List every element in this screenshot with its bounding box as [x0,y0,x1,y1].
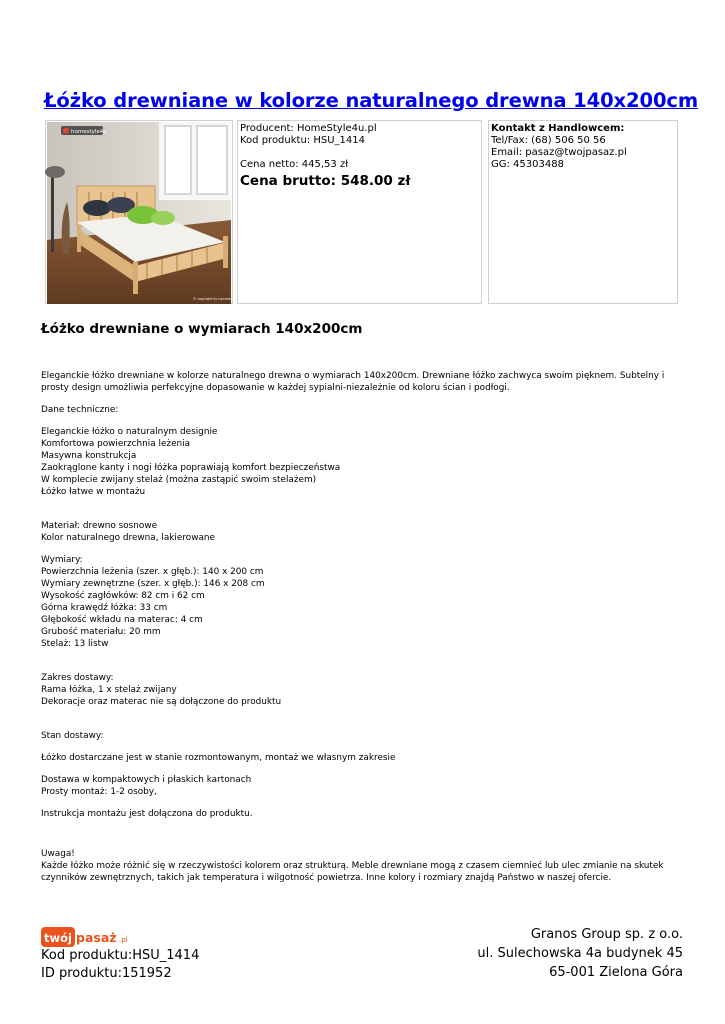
color: Kolor naturalnego drewna, lakierowane [41,533,216,543]
dimension-item: Powierzchnia leżenia (szer. x głęb.): 140 x 200 cm [41,567,264,577]
feature-item: Masywna konstrukcja [41,451,137,461]
dimension-item: Wymiary zewnętrzne (szer. x głęb.): 146 x 208 cm [41,579,265,589]
contact-email: Email: pasaz@twojpasaz.pl [491,147,627,158]
warning-text: Każde łóżko może różnić się w rzeczywistości kolorem oraz strukturą. Meble drewniane mogą z czasem ciemnieć lub ulec zmianie na skutek czynników zewnętrznych, takich jak temperatura i wilgotność powietrza. Inne kolory i rozmiary znajdą Państwo w naszej ofercie. [41,861,664,883]
delivery-item: Rama łóżka, 1 x stelaż zwijany [41,685,177,695]
feature-item: Łóżko łatwe w montażu [41,487,146,497]
feature-item: Komfortowa powierzchnia leżenia [41,439,191,449]
delivery-header: Zakres dostawy: [41,673,114,683]
product-description [41,370,686,884]
contact-box [488,120,678,304]
producer: Producent: HomeStyle4u.pl [240,123,377,134]
company-address: ul. Sulechowska 4a budynek 45 [477,946,683,961]
section-heading: Łóżko drewniane o wymiarach 140x200cm [41,321,363,337]
photo-watermark: homestyle4u [71,129,107,135]
dimension-item: Grubość materiału: 20 mm [41,627,161,637]
dims-header: Wymiary: [41,555,83,565]
contact-title: Kontakt z Handlowcem: [491,123,625,134]
company-city: 65-001 Zielona Góra [549,965,683,980]
dimension-item: Głębokość wkładu na materac: 4 cm [41,615,203,625]
contact-gg: GG: 45303488 [491,159,564,170]
product-photo [47,122,239,304]
dimension-item: Wysokość zagłówków: 82 cm i 62 cm [41,591,205,601]
delivery-item: Dekoracje oraz materac nie są dołączone do produktu [41,697,282,707]
dimension-item: Stelaż: 13 listw [41,639,109,649]
shipping-item: Dostawa w kompaktowych i płaskich kartonach [41,775,252,785]
footer-product-ids [41,947,199,983]
svg-text:pasaż: pasaż [76,930,117,945]
instructions: Instrukcja montażu jest dołączona do produktu. [41,809,253,819]
state-header: Stan dostawy: [41,731,104,741]
net-price: Cena netto: 445,53 zł [240,159,349,170]
product-info-box [237,120,482,304]
footer-company [477,925,683,982]
product-title-link[interactable]: Łóżko drewniane w kolorze naturalnego drewna 140x200cm [44,89,699,112]
warning-header: Uwaga! [41,849,75,859]
photo-copyright: © copyright by homestyle4u [193,297,239,301]
shipping-item: Prosty montaż: 1-2 osoby, [41,787,157,797]
material: Materiał: drewno sosnowe [41,521,158,531]
gross-price: Cena brutto: 548.00 zł [240,173,411,189]
feature-item: Zaokrąglone kanty i nogi łóżka poprawiają komfort bezpieczeństwa [41,463,341,473]
feature-item: W komplecie zwijany stelaż (można zastąpić swoim stelażem) [41,475,317,485]
tech-header: Dane techniczne: [41,405,119,415]
dimension-item: Górna krawędź łóżka: 33 cm [41,603,168,613]
footer-product-code: Kod produktu:HSU_1414 [41,948,200,963]
contact-phone: Tel/Fax: (68) 506 50 56 [491,135,606,146]
intro-paragraph: Eleganckie łóżko drewniane w kolorze naturalnego drewna o wymiarach 140x200cm. Drewniane łóżko zachwyca swoim pięknem. Subtelny i prosty design umożliwia perfekcyjne dopasowanie w każdej sypialni-niezależnie od koloru ścian i podłogi. [41,371,665,393]
state-text: Łóżko dostarczane jest w stanie rozmontowanym, montaż we własnym zakresie [41,753,396,763]
footer-product-id: ID produktu:151952 [41,966,172,981]
twojpasaz-logo [41,926,136,948]
product-code: Kod produktu: HSU_1414 [240,135,365,146]
product-image-box [45,120,239,304]
feature-item: Eleganckie łóżko o naturalnym designie [41,427,218,437]
svg-text:twój: twój [44,931,72,945]
company-name: Granos Group sp. z o.o. [530,927,683,942]
svg-text:.pl: .pl [119,936,128,944]
